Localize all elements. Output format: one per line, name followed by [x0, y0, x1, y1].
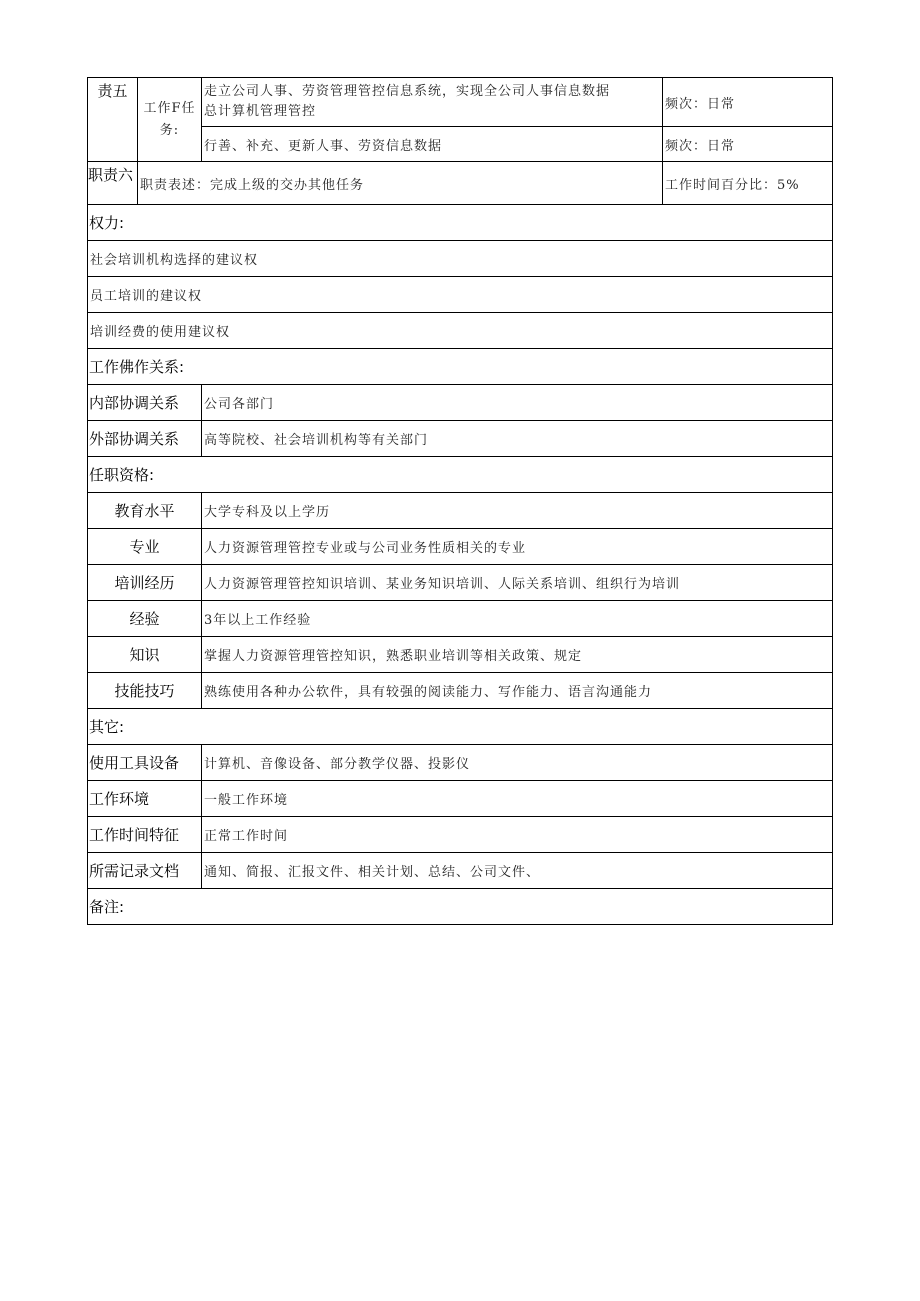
qualification-value: 掌握人力资源管理管控知识，熟悉职业培训等相关政策、规定 [202, 637, 833, 673]
qualification-value: 大学专科及以上学历 [202, 493, 833, 529]
qualification-label: 教育水平 [88, 493, 202, 529]
other-heading: 其它: [88, 709, 833, 745]
relations-label: 内部协调关系 [88, 385, 202, 421]
other-label: 工作环境 [88, 781, 202, 817]
qualification-value: 3年以上工作经验 [202, 601, 833, 637]
authority-item: 员工培训的建议权 [88, 277, 833, 313]
duty6-row [88, 162, 833, 205]
qualification-value: 人力资源管理管控知识培训、某业务知识培训、人际关系培训、组织行为培训 [202, 565, 833, 601]
qualification-label: 经验 [88, 601, 202, 637]
other-label: 工作时间特征 [88, 817, 202, 853]
authority-heading-row [88, 205, 833, 241]
duty5-task2-frequency: 频次：日常 [663, 127, 833, 162]
qualification-label: 培训经历 [88, 565, 202, 601]
qualification-row [88, 493, 833, 529]
authority-item: 社会培训机构选择的建议权 [88, 241, 833, 277]
qualification-label: 专业 [88, 529, 202, 565]
qualifications-heading: 任职资格: [88, 457, 833, 493]
relations-value: 高等院校、社会培训机构等有关部门 [202, 421, 833, 457]
qualification-value: 人力资源管理管控专业或与公司业务性质相关的专业 [202, 529, 833, 565]
authority-item: 培训经费的使用建议权 [88, 313, 833, 349]
qualification-row [88, 529, 833, 565]
duty6-time-percent: 工作时间百分比：5% [663, 162, 833, 205]
authority-item-row [88, 277, 833, 313]
other-row [88, 817, 833, 853]
duty5-task1-frequency: 频次：日常 [663, 78, 833, 127]
other-row [88, 853, 833, 889]
other-label: 所需记录文档 [88, 853, 202, 889]
authority-heading: 权力: [88, 205, 833, 241]
duty6-label: 职责六 [88, 162, 138, 205]
other-row [88, 781, 833, 817]
duty5-task2-text: 行善、补充、更新人事、劳资信息数据 [202, 127, 663, 162]
other-heading-row [88, 709, 833, 745]
relations-heading-row [88, 349, 833, 385]
duty6-statement: 职责表述：完成上级的交办其他任务 [138, 162, 663, 205]
duty5-task1-line2: 总计算机管理管控 [204, 104, 317, 119]
qualification-label: 知识 [88, 637, 202, 673]
qualification-row [88, 601, 833, 637]
other-row [88, 745, 833, 781]
job-description-table [87, 77, 833, 925]
qualification-label: 技能技巧 [88, 673, 202, 709]
relations-label: 外部协调关系 [88, 421, 202, 457]
authority-item-row [88, 313, 833, 349]
other-value: 计算机、音像设备、部分教学仪器、投影仪 [202, 745, 833, 781]
duty5-label: 责五 [88, 78, 138, 162]
other-value: 正常工作时间 [202, 817, 833, 853]
qualifications-heading-row [88, 457, 833, 493]
duty5-task1-row [88, 78, 833, 127]
relations-row [88, 421, 833, 457]
other-value: 一般工作环境 [202, 781, 833, 817]
duty5-task1-line1: 走立公司人事、劳资管理管控信息系统，实现全公司人事信息数据 [204, 84, 611, 99]
qualification-row [88, 565, 833, 601]
authority-item-row [88, 241, 833, 277]
relations-value: 公司各部门 [202, 385, 833, 421]
qualification-row [88, 637, 833, 673]
duty5-task1-text [202, 78, 663, 127]
qualification-value: 熟练使用各种办公软件，具有较强的阅读能力、写作能力、语言沟通能力 [202, 673, 833, 709]
relations-row [88, 385, 833, 421]
remarks-row [88, 889, 833, 925]
duty5-task-sublabel: 工作F任务: [138, 78, 202, 162]
relations-heading: 工作佛作关系: [88, 349, 833, 385]
job-description-document [87, 77, 832, 925]
other-value: 通知、简报、汇报文件、相关计划、总结、公司文件、 [202, 853, 833, 889]
other-label: 使用工具设备 [88, 745, 202, 781]
qualification-row [88, 673, 833, 709]
remarks-heading: 备注: [88, 889, 833, 925]
